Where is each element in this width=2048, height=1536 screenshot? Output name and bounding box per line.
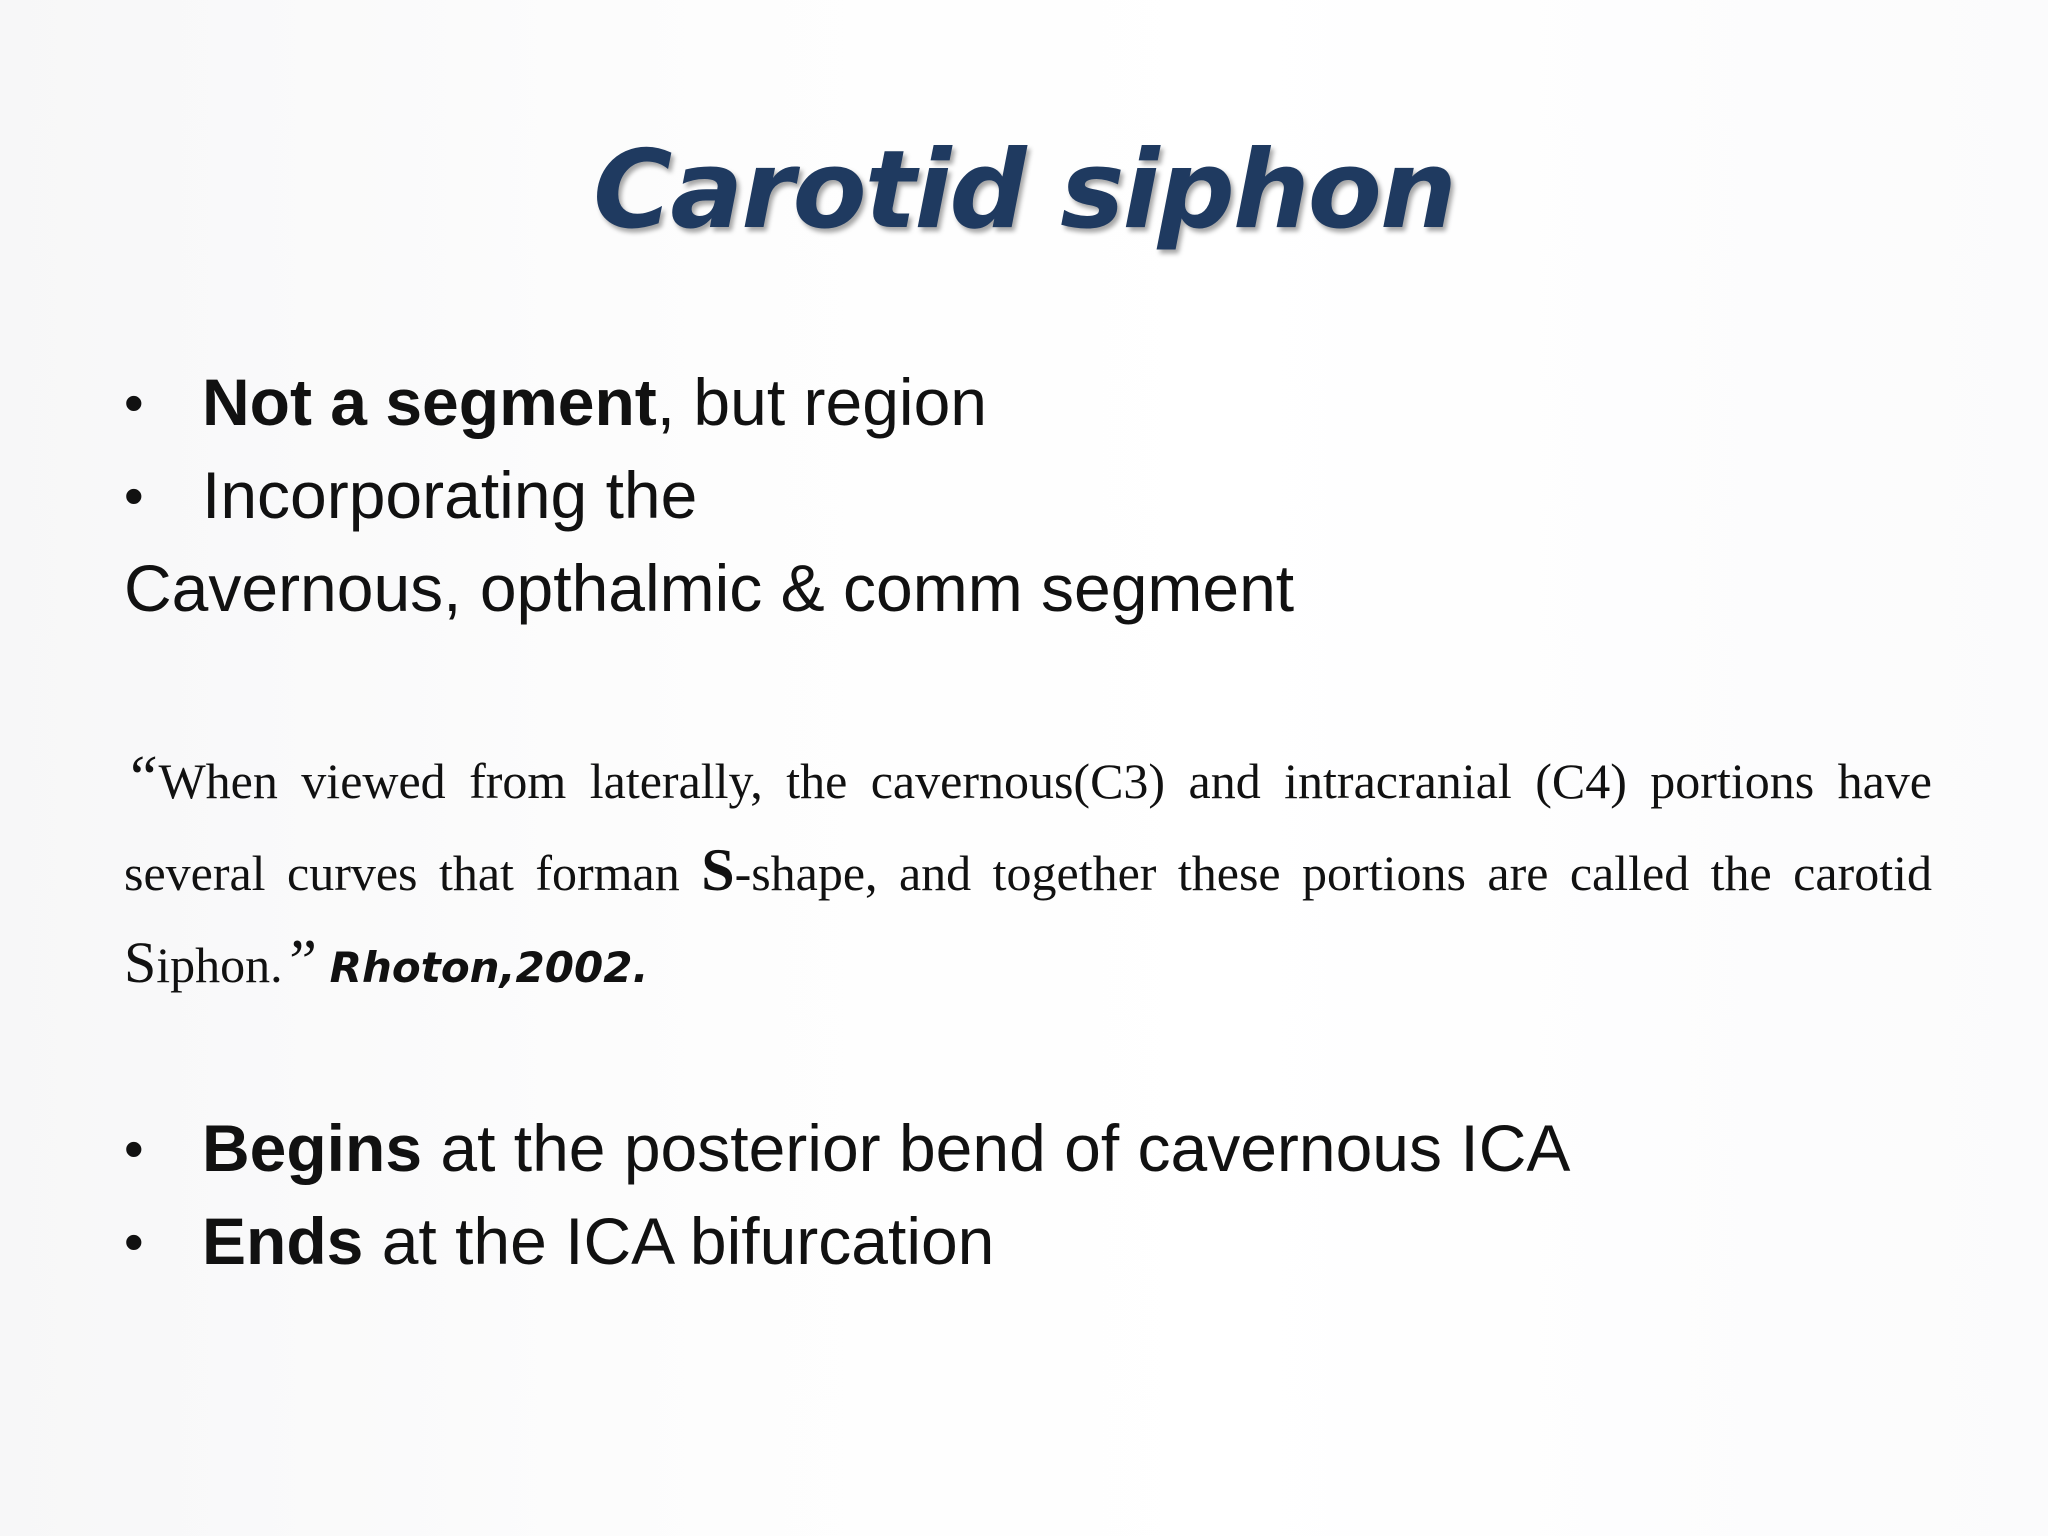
bullet-item <box>120 1195 1570 1288</box>
bullet-list-top <box>120 356 987 542</box>
rhoton-quote <box>124 734 1932 1012</box>
bullet-text: at the ICA bifurcation <box>363 1204 995 1278</box>
bullet-item <box>120 1102 1570 1195</box>
citation-period: . <box>632 943 649 992</box>
bullet-text: Incorporating the <box>202 458 698 532</box>
quote-big-s-siphon: S <box>124 930 157 995</box>
open-quote-mark: “ <box>124 744 159 812</box>
bullet-list-bottom <box>120 1102 1570 1288</box>
bullet-text: at the posterior bend of cavernous ICA <box>422 1111 1571 1185</box>
bullet-dot-icon: • <box>124 371 144 434</box>
bullet-continuation: Cavernous, opthalmic & comm segment <box>124 551 1295 625</box>
bullet-emphasis: Ends <box>202 1204 364 1278</box>
quote-text-2: -shape, and together these portions are called the carotid <box>734 845 1932 901</box>
quote-text-3: iphon. <box>156 937 283 993</box>
quote-big-s: S <box>701 837 735 903</box>
bullet-dot-icon: • <box>124 1117 144 1180</box>
bullet-emphasis: Not a segment <box>202 365 657 439</box>
bullet-item <box>120 356 987 449</box>
bullet-emphasis: Begins <box>202 1111 423 1185</box>
quote-citation: Rhoton,2002 <box>329 943 633 992</box>
bullet-dot-icon: • <box>124 464 144 527</box>
bullet-dot-icon: • <box>124 1210 144 1273</box>
close-quote-mark: ” <box>282 928 318 996</box>
bullet-item <box>120 449 987 542</box>
quote-text-1: When viewed from laterally, the cavernous(C3) and intracranial (C4) portions have several curves that forman <box>124 753 1932 901</box>
slide-title: Carotid siphon <box>593 128 1455 253</box>
bullet-text: , but region <box>656 365 987 439</box>
